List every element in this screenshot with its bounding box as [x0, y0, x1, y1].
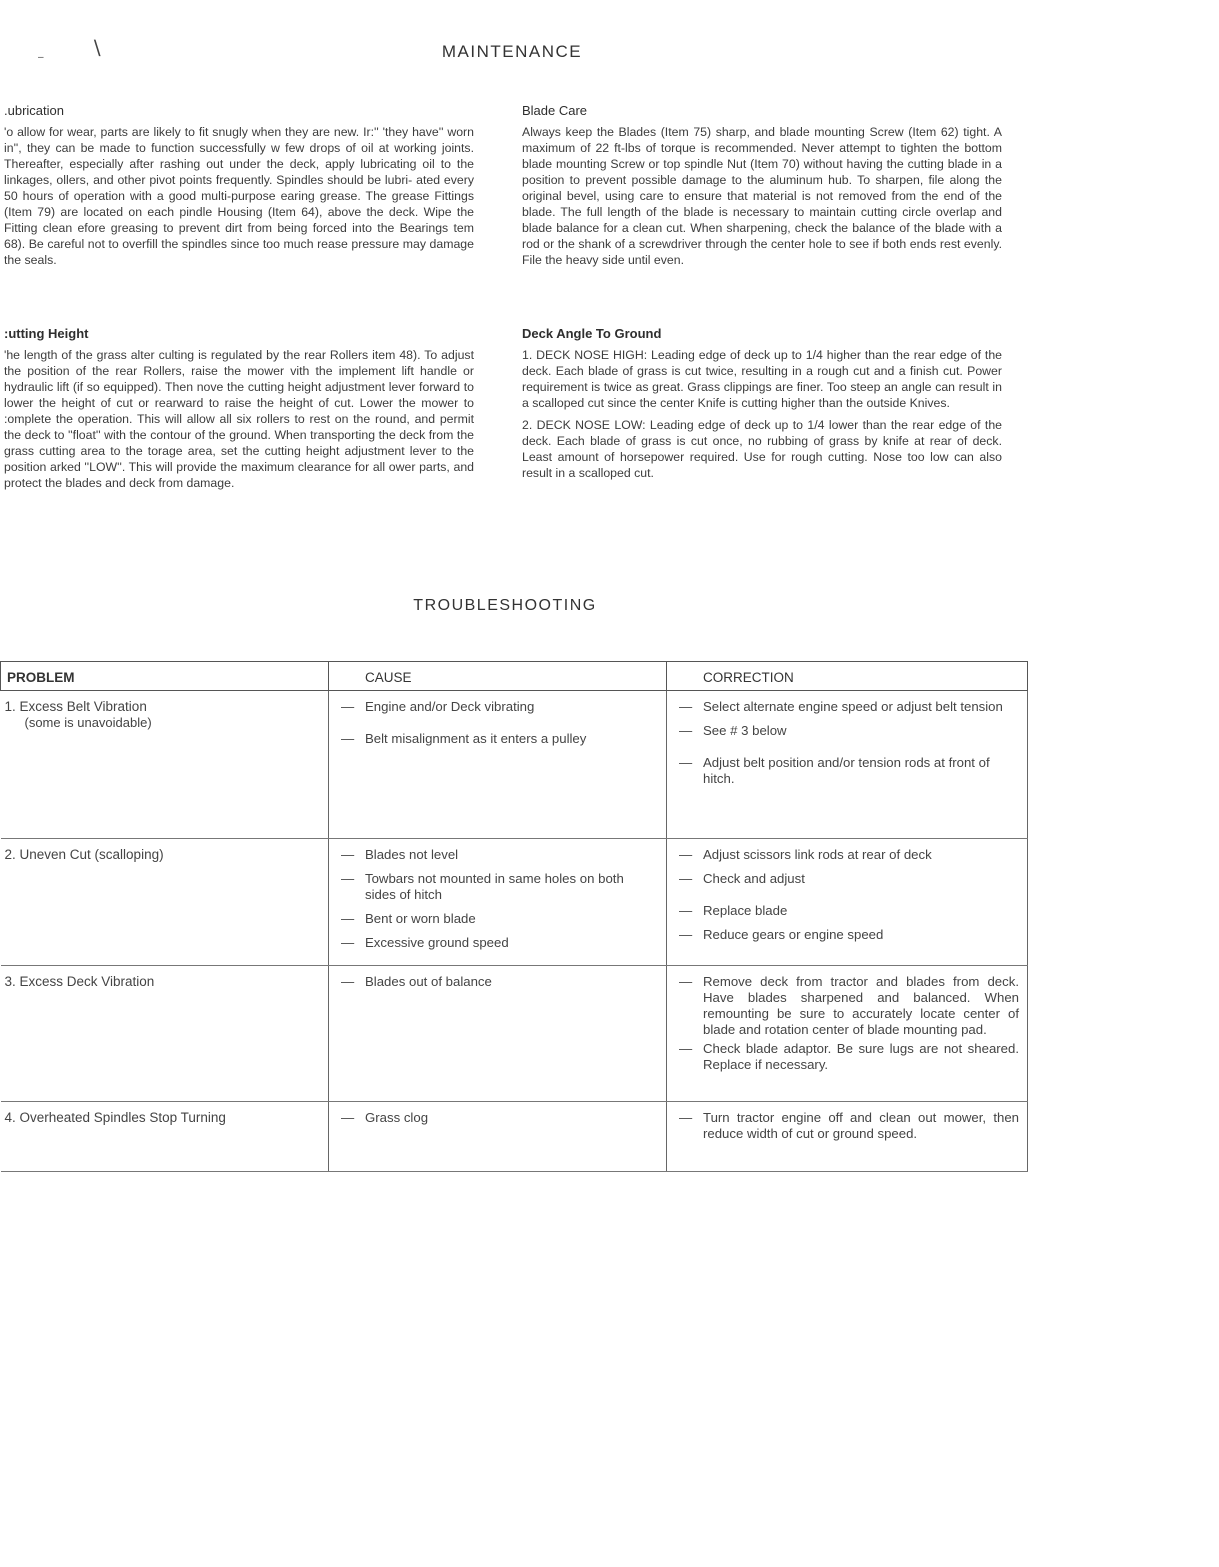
- header-problem: PROBLEM: [1, 662, 329, 691]
- cutting-height-heading: :utting Height: [4, 326, 89, 341]
- deck-angle-section: [522, 326, 1002, 487]
- cause-item: — Excessive ground speed: [337, 935, 658, 951]
- scan-artifact-mark: ∖: [90, 38, 103, 60]
- cause-item: — Towbars not mounted in same holes on both sides of hitch: [337, 871, 658, 903]
- problem-cell: [1, 839, 329, 966]
- deck-angle-heading: Deck Angle To Ground: [522, 326, 662, 341]
- cutting-height-body: 'he length of the grass alter culting is regulated by the rear Rollers item 48). To adjust the position of the rear Rollers, raise the mower vith the implement lift handle or hydraulic lift (if so equipped). Then nove the cutting height adjustment lever forward to lower the height of cut or rearward to raise the height of cut. Lower the mower to :omplete the operation. This will allow all six rollers to rest on the round, and permit the deck to ''float'' with the contour of the ground. When transporting the deck from the grass cutting area to the torage area, set the cutting height adjustment lever to the position arked ''LOW''. This will provide the maximum clearance for all ower parts, and protect the blades and deck from damage.: [4, 348, 474, 490]
- table-row: [1, 966, 1028, 1102]
- correction-item: — Select alternate engine speed or adjust belt tension: [675, 699, 1019, 715]
- problem-text: 1. Excess Belt Vibration: [4, 699, 147, 714]
- lubrication-section: [4, 103, 474, 274]
- table-row: [1, 691, 1028, 839]
- problem-text: 2. Uneven Cut (scalloping): [4, 847, 164, 862]
- table-row: [1, 1102, 1028, 1172]
- blade-care-body: Always keep the Blades (Item 75) sharp, and blade mounting Screw (Item 62) tight. A maximum of 22 ft-lbs of torque is recommended. Never attempt to tighten the bottom blade mounting Screw or top spindle Nut (Item 70) without having the cutting blade in a position to prevent possible damage to the aluminum hub. To sharpen, file along the original bevel, using care to ensure that material is not removed from the end of the blade. The full length of the blade is necessary to maintain cutting circle overlap and blade balance for a clean cut. When sharpening, check the balance of the blade with a rod or the shank of a screwdriver through the center hole to see if both ends rest evenly. File the heavy side until even.: [522, 125, 1002, 267]
- problem-text: 3. Excess Deck Vibration: [4, 974, 155, 989]
- correction-item: — See # 3 below: [675, 723, 1019, 739]
- cause-item: — Bent or worn blade: [337, 911, 658, 927]
- table-header-row: [1, 662, 1028, 691]
- problem-cell: [1, 691, 329, 839]
- troubleshooting-title: TROUBLESHOOTING: [413, 597, 597, 614]
- cause-cell: [329, 691, 667, 839]
- correction-item: — Replace blade: [675, 903, 1019, 919]
- cause-item: — Engine and/or Deck vibrating: [337, 699, 658, 715]
- cause-item: — Blades not level: [337, 847, 658, 863]
- maintenance-title: MAINTENANCE: [441, 42, 583, 61]
- problem-cell: [1, 1102, 329, 1172]
- blade-care-section: [522, 103, 1002, 274]
- problem-cell: [1, 966, 329, 1102]
- correction-item: — Reduce gears or engine speed: [675, 927, 1019, 943]
- correction-cell: [667, 1102, 1028, 1172]
- problem-text: 4. Overheated Spindles Stop Turning: [4, 1110, 226, 1125]
- cause-item: — Blades out of balance: [337, 974, 658, 990]
- table-row: [1, 839, 1028, 966]
- problem-subtext: (some is unavoidable): [24, 715, 152, 730]
- header-correction: CORRECTION: [667, 662, 1028, 691]
- correction-item: — Adjust belt position and/or tension rods at front of hitch.: [675, 755, 1019, 787]
- correction-cell: [667, 839, 1028, 966]
- lubrication-heading: .ubrication: [4, 103, 64, 118]
- cutting-height-section: [4, 326, 474, 497]
- blade-care-heading: Blade Care: [522, 103, 588, 118]
- scan-artifact-dot: –: [38, 52, 44, 63]
- correction-item: — Remove deck from tractor and blades from deck. Have blades sharpened and balanced. When remounting be sure to accurately locate center of blade and rotation center of blade mounting pad.: [675, 974, 1019, 1038]
- correction-item: — Check blade adaptor. Be sure lugs are not sheared. Replace if necessary.: [675, 1041, 1019, 1073]
- correction-item: — Adjust scissors link rods at rear of deck: [675, 847, 1019, 863]
- correction-cell: [667, 966, 1028, 1102]
- deck-angle-paragraph-1: 1. DECK NOSE HIGH: Leading edge of deck up to 1/4 higher than the rear edge of the deck. Each blade of grass is cut twice, resulting in a rough cut and a finish cut. Power requirement is twice as great. Grass clippings are finer. Too steep an angle can result in a scalloped cut since the center Knife is cutting higher than the outside Knives.: [522, 348, 1002, 410]
- lubrication-body: 'o allow for wear, parts are likely to fit snugly when they are new. Ir:'' 'they have'' worn in'', they can be made to function successfully w few drops of oil at working joints. Thereafter, especially after rashing out under the deck, apply lubricating oil to the linkages, ollers, and other pivot points frequently. Spindles should be lubri- ated every 50 hours of operation with a good multi-purpose earing grease. The grease Fittings (Item 79) are located on each pindle Housing (Item 64), above the deck. Wipe the Fitting clean efore greasing to prevent dirt from being forced into the Bearings tem 68). Be careful not to overfill the spindles since too much rease pressure may damage the seals.: [4, 125, 474, 267]
- correction-item: — Turn tractor engine off and clean out mower, then reduce width of cut or ground speed.: [675, 1110, 1019, 1142]
- troubleshooting-table: [0, 661, 1028, 1172]
- cause-cell: [329, 1102, 667, 1172]
- cause-item: — Grass clog: [337, 1110, 658, 1126]
- deck-angle-paragraph-2: 2. DECK NOSE LOW: Leading edge of deck up to 1/4 lower than the rear edge of the deck. Each blade of grass is cut once, no rubbing of grass by knife at rear of deck. Least amount of horsepower required. Use for rough cutting. Nose too low can also result in a scalloped cut.: [522, 418, 1002, 480]
- correction-cell: [667, 691, 1028, 839]
- cause-item: — Belt misalignment as it enters a pulley: [337, 731, 658, 747]
- cause-cell: [329, 966, 667, 1102]
- header-cause: CAUSE: [329, 662, 667, 691]
- correction-item: — Check and adjust: [675, 871, 1019, 887]
- cause-cell: [329, 839, 667, 966]
